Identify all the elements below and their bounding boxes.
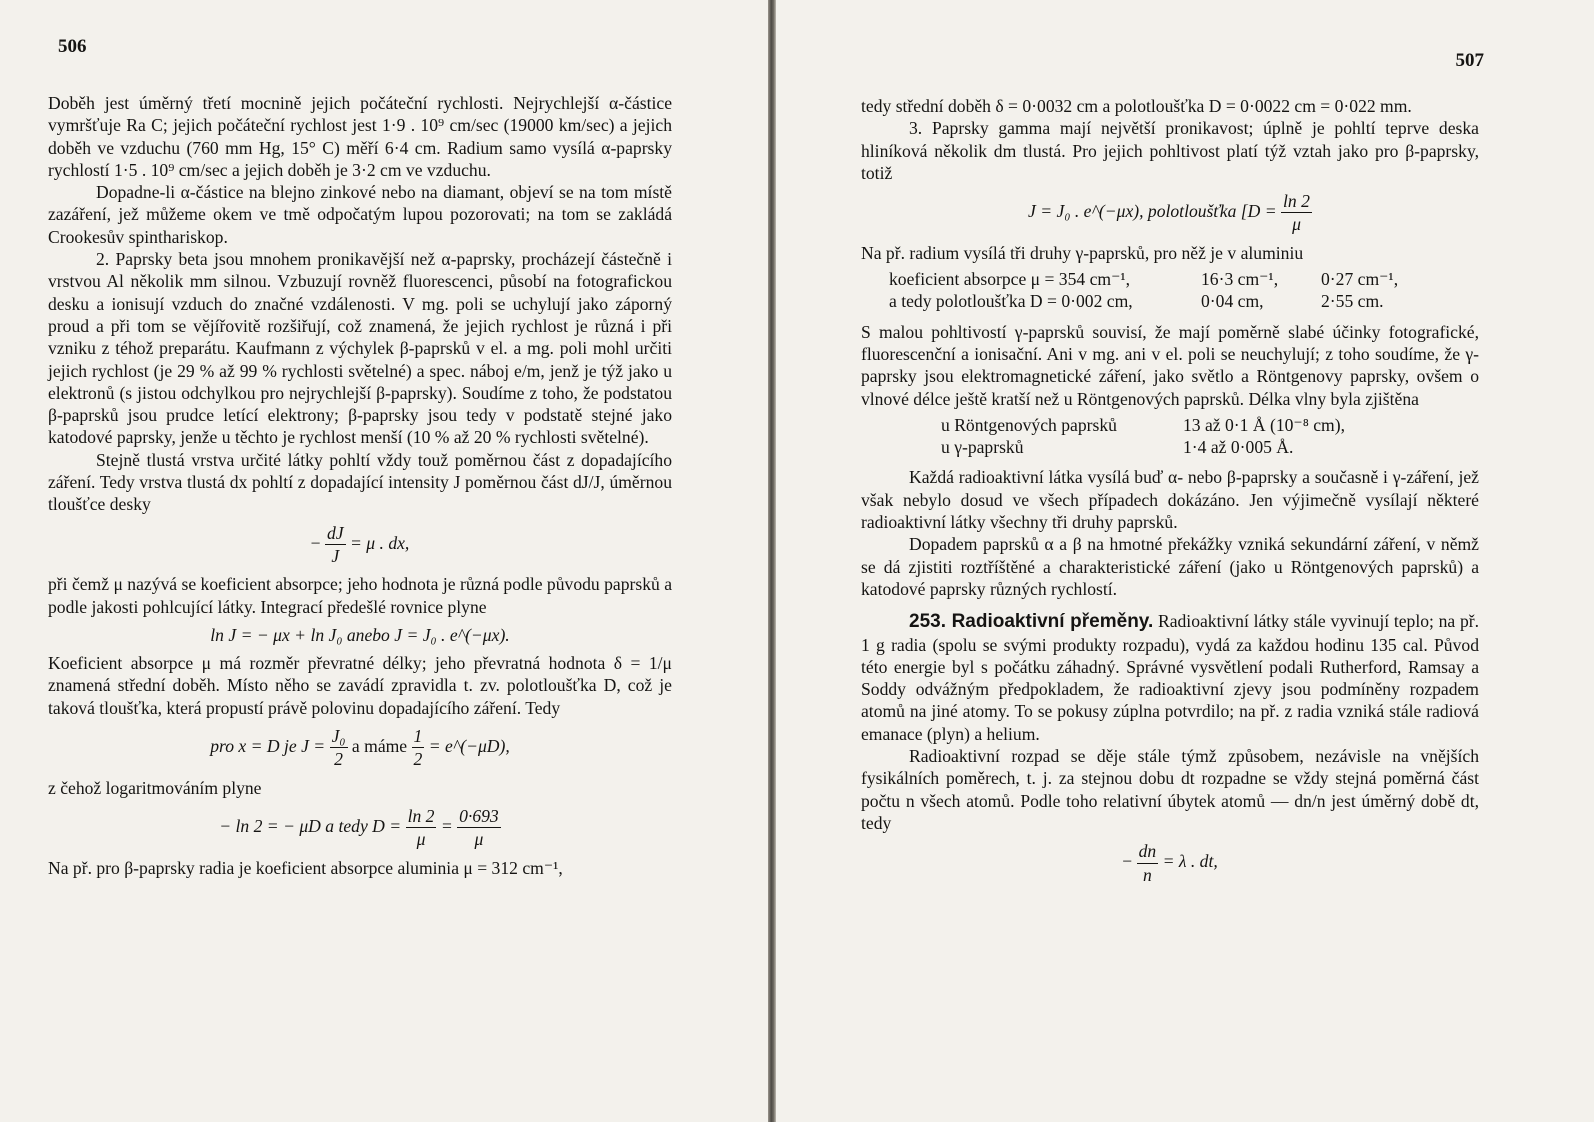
equation: − $\frac{dn}{n}$ = λ . dt, [1122, 841, 1218, 885]
paragraph: tedy střední doběh δ = 0·0032 cm a polotloušťka D = 0·0022 cm = 0·022 mm. [861, 96, 1412, 116]
equation-rhs: = μ . dx, [350, 532, 410, 553]
paragraph: Doběh jest úměrný třetí mocnině jejich počáteční rychlosti. Nejrychlejší α-částice vymršťuje Ra C; jejich počáteční rychlost jest 1·9 . 10⁹ cm/sec (19000 km/sec) a jejich doběh ve vzduchu (760 mm Hg, 15° C) měří 6·4 cm. Radium samo vysílá α-paprsky rychlostí 1·5 . 10⁹ cm/sec a jejich doběh je 3·2 cm ve vzduchu. [48, 93, 672, 180]
paragraph: Dopadem paprsků α a β na hmotné překážky vzniká sekundární záření, v němž se dá zjistiti roztříštěné a charakteristické záření (jako u Röntgenových paprsků) a katodové paprsky různých rychlostí. [861, 534, 1479, 599]
table-cell: 16·3 cm⁻¹, [1201, 269, 1279, 290]
paragraph: Koeficient absorpce μ má rozměr převratné délky; jeho převratná hodnota δ = 1/μ znamená střední doběh. Místo něho se zavádí zpravidla t. zv. polotloušťka D, což je taková tloušťka, která propustí právě polovinu dopadajícího záření. Tedy [48, 653, 672, 718]
paragraph: Na př. radium vysílá tři druhy γ-paprsků, pro něž je v aluminiu [861, 242, 1304, 263]
right-page-text [861, 95, 1479, 892]
table-row [941, 436, 1479, 458]
left-page [0, 0, 768, 1122]
table-cell: u γ-paprsků [941, 437, 1024, 458]
table-cell: u Röntgenových paprsků [941, 414, 1117, 435]
paragraph: Radioaktivní rozpad se děje stále týmž způsobem, nezávisle na vnějších fysikálních poměrech, t. j. za stejnou dobu dt rozpadne se vždy stejná poměrná část počtu n všech atomů. Podle toho relativní úbytek atomů — dn/n jest úměrný době dt, tedy [861, 746, 1479, 833]
paragraph: Dopadne-li α-částice na blejno zinkové nebo na diamant, objeví se na tom místě zazáření, jež můžeme okem ve tmě odpočatým lupou pozorovati; na tom se zakládá Crookesův spinthariskop. [48, 182, 672, 247]
equation-part: − ln 2 = − μD a tedy D = [219, 815, 402, 836]
section-paragraph [861, 610, 1479, 745]
equation-denominator: 2 [334, 749, 343, 770]
paragraph: Na př. pro β-paprsky radia je koeficient absorpce aluminia μ = 312 cm⁻¹, [48, 857, 563, 878]
equation-denominator: 2 [413, 749, 423, 770]
paragraph: Stejně tlustá vrstva určité látky pohltí vždy touž poměrnou část z dopadajícího záření. Tedy vrstva tlustá dx pohltí z dopadající intensity J poměrnou část dJ/J, úměrnou tloušťce desky [48, 449, 672, 515]
equation-numerator: dn [1137, 840, 1159, 863]
table-cell: 0·04 cm, [1201, 291, 1264, 312]
equation-rhs: = λ . dt, [1162, 851, 1218, 872]
book-gutter [768, 0, 776, 1122]
paragraph: S malou pohltivostí γ-paprsků souvisí, že mají poměrně slabé účinky fotografické, fluorescenční a ionisační. Ani v mg. ani v el. poli se neuchylují; z toho soudíme, že γ-paprsky jsou elektromagnetické záření, jako světlo a Röntgenovy paprsky, ovšem o vlnové délce ještě kratší než u Röntgenových paprsků. Délka vlny byla zjištěna [861, 321, 1479, 409]
table-row [889, 290, 1479, 312]
equation: − $\frac{dJ}{J}$ = μ . dx, [310, 522, 410, 566]
absorption-table [889, 268, 1479, 313]
table-cell: koeficient absorpce μ = 354 cm⁻¹, [889, 269, 1131, 290]
table-cell: 1·4 až 0·005 Å. [1183, 437, 1294, 458]
page-number: 506 [58, 36, 87, 57]
paragraph: 3. Paprsky gamma mají největší pronikavost; úplně je pohltí teprve deska hliníková několik dm tlustá. Pro jejich pohltivost platí týž vztah jako pro β-paprsky, totiž [861, 118, 1479, 183]
table-cell: 0·27 cm⁻¹, [1321, 269, 1399, 290]
equation-part: pro x = D je J = [210, 735, 326, 756]
paragraph: při čemž μ nazývá se koeficient absorpce; jeho hodnota je různá podle původu paprsků a podle jakosti pohlcující látky. Integrací předešlé rovnice plyne [48, 574, 673, 617]
table-row [941, 414, 1479, 436]
table-row [889, 268, 1479, 290]
equation [861, 190, 1479, 236]
table-cell: a tedy polotloušťka D = 0·002 cm, [889, 291, 1133, 312]
equation-numerator: dJ [325, 522, 346, 545]
equation-numerator: ln 2 [406, 805, 437, 828]
page-number: 507 [1455, 50, 1484, 71]
equation-numerator: 0·693 [457, 805, 501, 828]
section-heading: 253. Radioaktivní přeměny. [909, 611, 1154, 633]
equation-numerator: ln 2 [1281, 190, 1312, 213]
paragraph: Každá radioaktivní látka vysílá buď α- nebo β-paprsky a současně i γ-záření, jež však nebylo dosud ve všech případech dokázáno. Jen výjimečně vysílají některé radioaktivní látky všechny tři druhy paprsků. [861, 467, 1479, 533]
table-cell: 2·55 cm. [1321, 291, 1384, 312]
equation-part: = e^(−μD), [428, 735, 510, 756]
equation-part: J = J₀ . e^(−μx), polotloušťka [D = [1028, 201, 1277, 222]
equation-numerator: J₀ [330, 725, 348, 748]
left-page-text [48, 92, 672, 879]
paragraph: 2. Paprsky beta jsou mnohem pronikavější než α-paprsky, procházejí částečně i vrstvou Al několik mm silnou. Vzbuzují rovněž fluorescenci, působí na fotografickou desku a ionisují vzduch do značné vzdálenosti. V mg. poli se uchylují jako záporný proud a při tom se vějířovitě rozšiřují, což znamená, že jejich rychlost je různá i při vzniku z téhož preparátu. Kaufmann z výchylek β-paprsků v el. a mg. poli mohl určiti jejich rychlost (je 29 % až 99 % rychlosti světelné) a spec. náboj e/m, jenž je týž jako u elektronů (s jistou odchylkou pro nejrychlejší β-paprsky). Soudíme z toho, že podstatou β-paprsků jsou prudce letící elektrony; β-paprsky jsou tedy v podstatě stejné jako katodové paprsky, jenže u těchto je rychlost menší (10 % až 20 % rychlosti světelné). [48, 249, 672, 448]
wavelength-table [941, 414, 1479, 459]
equation [48, 725, 672, 771]
equation-denominator: μ [1292, 214, 1301, 235]
equation-denominator: μ [416, 829, 426, 850]
equation-part: a máme [351, 735, 408, 756]
equation-denominator: n [1142, 864, 1152, 885]
equation-part: = [440, 815, 453, 836]
table-cell: 13 až 0·1 Å (10⁻⁸ cm), [1183, 414, 1345, 435]
equation [48, 805, 672, 851]
equation-denominator: J [331, 545, 340, 566]
equation-numerator: 1 [412, 725, 425, 748]
equation-denominator: μ [474, 829, 484, 850]
paragraph: z čehož logaritmováním plyne [48, 777, 262, 798]
equation: ln J = − μx + ln J₀ anebo J = J₀ . e^(−μx). [210, 624, 510, 645]
paragraph: Radioaktivní látky stále vyvinují teplo; na př. 1 g radia (spolu se svými produkty rozpadu), vydá za každou hodinu 135 cal. Původ této energie byl s počátku záhadný. Správné vysvětlení podali Rutherford, Ramsay a Soddy odvážným předpokladem, že radioaktivní zjevy jsou podmíněny rozpadem atomů na jiné atomy. To se pokusy zúplna potvrdilo; na př. z radia vzniká stále radiová emanace (plyn) a helium. [861, 611, 1480, 744]
right-page [776, 0, 1594, 1122]
